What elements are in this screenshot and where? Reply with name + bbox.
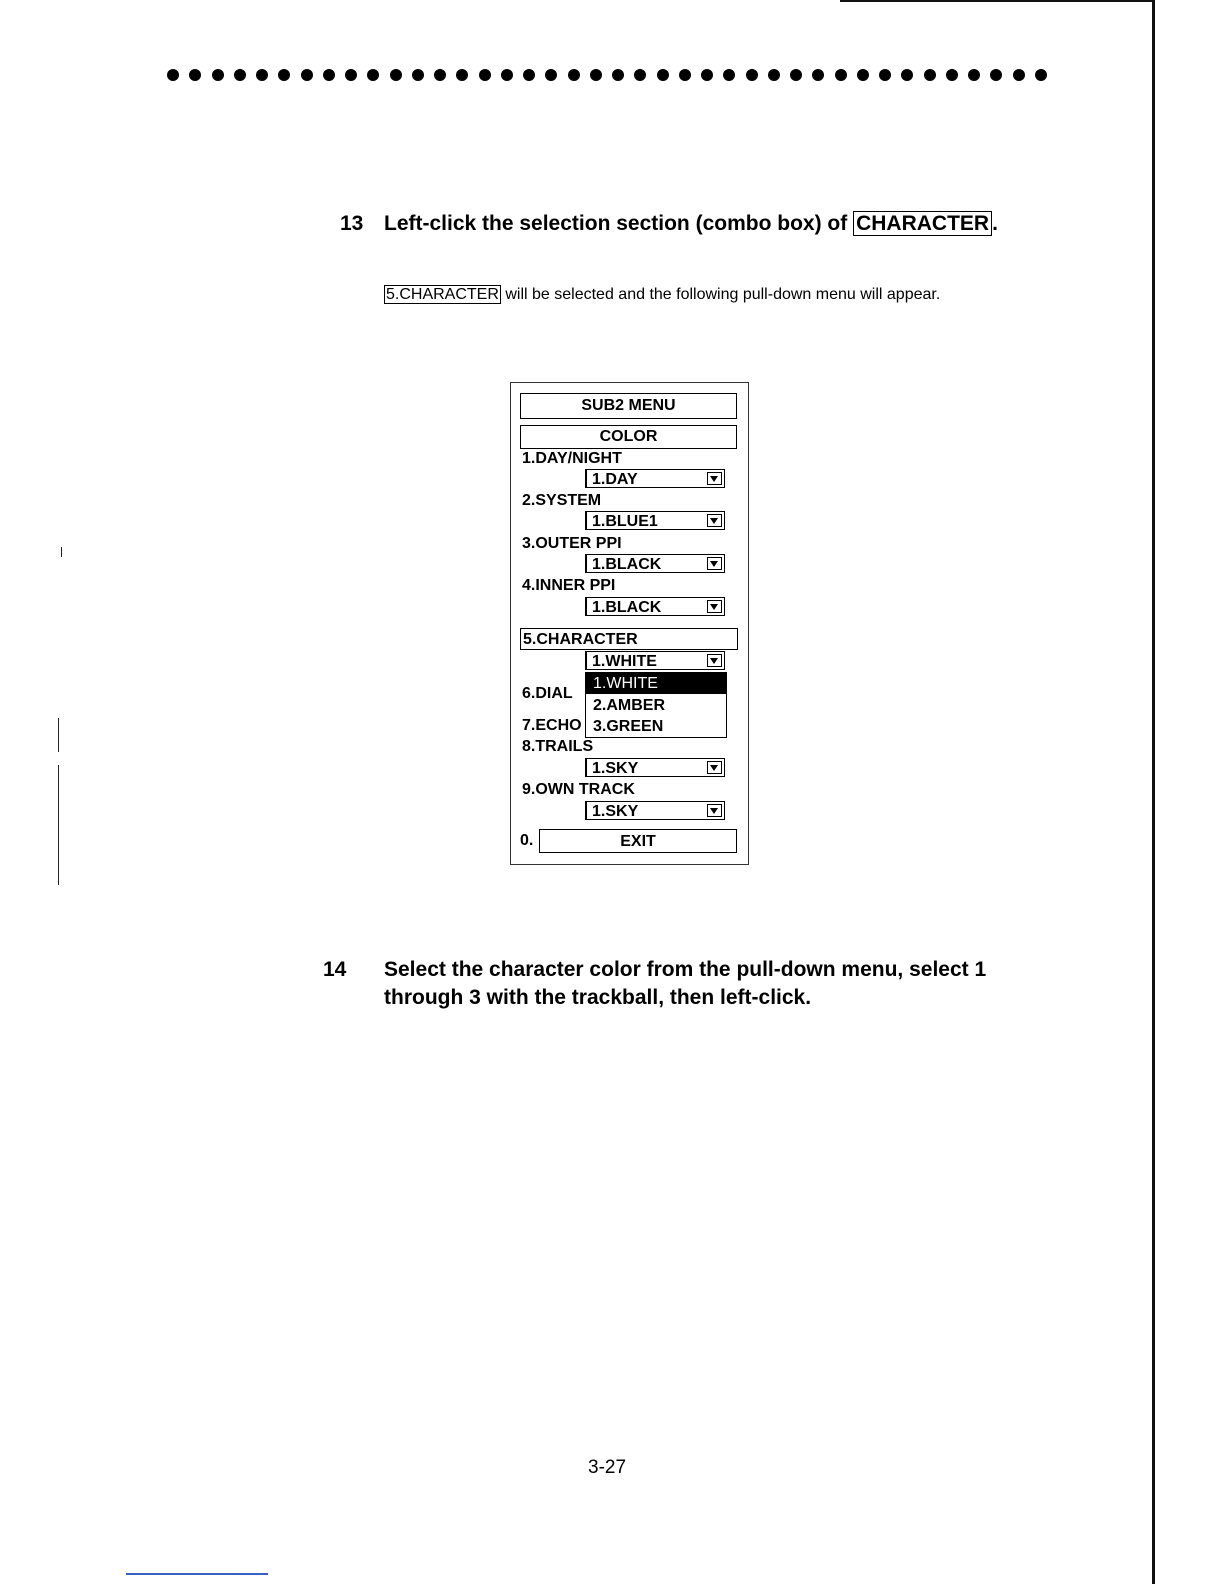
dropdown-arrow-icon[interactable] [707,600,722,613]
divider-dot [256,69,268,81]
echo-label: 7.ECHO [522,717,582,734]
page-number: 3-27 [588,1457,627,1478]
divider-dot [901,69,913,81]
divider-dot [167,69,179,81]
dropdown-option-white[interactable]: 1.WHITE [586,673,726,694]
character-item-label: 5.CHARACTER [386,286,499,303]
step-14-number: 14 [323,958,347,981]
divider-dot [412,69,424,81]
dropdown-arrow-icon[interactable] [707,557,722,570]
outer-ppi-label: 3.OUTER PPI [522,535,622,552]
dropdown-arrow-icon[interactable] [707,654,722,667]
divider-dot [746,69,758,81]
divider-dot [634,69,646,81]
trails-combo[interactable] [585,758,725,777]
dropdown-option-amber[interactable]: 2.AMBER [593,697,666,714]
step-13-text: Left-click the selection section (combo box) of [384,212,854,235]
divider-dot [701,69,713,81]
step-13-period: . [992,212,998,235]
margin-mark [61,547,62,557]
divider-dot [679,69,691,81]
divider-dot [612,69,624,81]
top-edge-rule [840,0,1154,2]
divider-dot [234,69,246,81]
step-14-line-2: through 3 with the trackball, then left-click. [384,986,812,1009]
dropdown-arrow-icon[interactable] [707,804,722,817]
divider-dot [323,69,335,81]
own-track-label: 9.OWN TRACK [522,781,635,798]
divider-dot [545,69,557,81]
dropdown-arrow-icon[interactable] [707,472,722,485]
divider-dot [924,69,936,81]
divider-dot [657,69,669,81]
divider-dot [835,69,847,81]
dropdown-option-green[interactable]: 3.GREEN [593,718,664,735]
divider-dot [857,69,869,81]
divider-dot [990,69,1002,81]
dial-label: 6.DIAL [522,685,573,702]
divider-dot [768,69,780,81]
system-label: 2.SYSTEM [522,492,602,509]
divider-dot [390,69,402,81]
footer-link-underline [126,1573,268,1575]
divider-dot [568,69,580,81]
divider-dot [1035,69,1047,81]
divider-dot [367,69,379,81]
sub2-menu-panel [510,382,749,865]
menu-section-color: COLOR [520,425,737,449]
step-14-line-1: Select the character color from the pull-down menu, select 1 [384,958,987,981]
dropdown-arrow-icon[interactable] [707,514,722,527]
divider-dot [456,69,468,81]
outer-ppi-value: 1.BLACK [592,556,662,573]
margin-mark [58,765,59,885]
character-dropdown-list [585,672,727,738]
own-track-combo[interactable] [585,801,725,820]
dot-divider [167,69,1047,83]
outer-ppi-combo[interactable] [585,554,725,573]
day-night-value: 1.DAY [592,471,638,488]
divider-dot [501,69,513,81]
divider-dot [790,69,802,81]
exit-button[interactable]: EXIT [539,829,737,853]
divider-dot [1013,69,1025,81]
divider-dot [301,69,313,81]
divider-dot [523,69,535,81]
day-night-label: 1.DAY/NIGHT [522,450,622,467]
divider-dot [590,69,602,81]
system-value: 1.BLUE1 [592,513,658,530]
divider-dot [212,69,224,81]
dropdown-arrow-icon[interactable] [707,761,722,774]
divider-dot [434,69,446,81]
inner-ppi-value: 1.BLACK [592,599,662,616]
character-key-label: CHARACTER [853,211,992,236]
inner-ppi-combo[interactable] [585,597,725,616]
character-selected-field[interactable]: 5.CHARACTER [520,628,738,650]
menu-title: SUB2 MENU [520,393,737,419]
note-text: will be selected and the following pull-down menu will appear. [500,286,941,303]
margin-mark [58,718,59,752]
divider-dot [278,69,290,81]
own-track-value: 1.SKY [592,803,639,820]
step-13-instruction [384,210,998,238]
character-value: 1.WHITE [592,653,657,670]
divider-dot [723,69,735,81]
divider-dot [946,69,958,81]
day-night-combo[interactable] [585,469,725,488]
inner-ppi-label: 4.INNER PPI [522,577,616,594]
trails-label: 8.TRAILS [522,738,594,755]
divider-dot [479,69,491,81]
right-edge-rule [1152,0,1155,1584]
divider-dot [879,69,891,81]
system-combo[interactable] [585,511,725,530]
divider-dot [189,69,201,81]
divider-dot [968,69,980,81]
trails-value: 1.SKY [592,760,639,777]
exit-prefix: 0. [520,832,534,849]
step-13-number: 13 [340,212,364,235]
divider-dot [345,69,357,81]
divider-dot [812,69,824,81]
step-14-instruction [384,956,986,1012]
character-combo[interactable] [585,651,725,670]
step-13-note [384,284,940,306]
